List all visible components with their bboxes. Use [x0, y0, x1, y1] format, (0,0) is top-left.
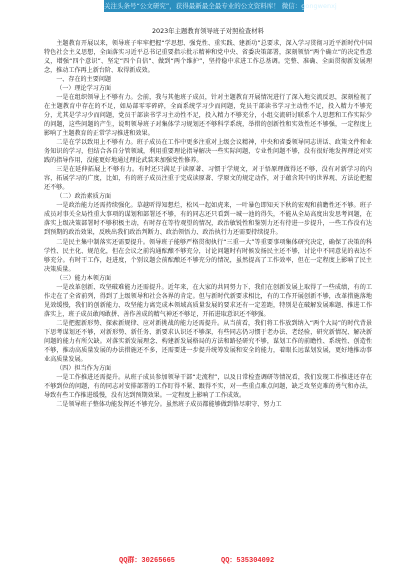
document-body [44, 27, 372, 409]
section-heading: （三）能力本领方面 [56, 274, 112, 282]
section-heading: 一、存在的主要问题 [56, 75, 112, 83]
contact-footer [0, 554, 408, 568]
body-paragraph: 一是政治能力还需持续强化。草越听得知想烂，松风一起如虎来，一叶暴色即知天下秋的宏观和前瞻性还不够。班子成员对事关全局性重大事项的谋划和部署还不够，有的同志还只看到一城一池的得失，不能从全局高度出发思考问题，在落实上级决策部署时不够积极主动，有时存在等待观望的情况，政治敏锐性和鉴别力还有待进一步提升，一些工作没有达到预期的政治效果，反映出我们政治判断力、政治领悟力、政治执行力还需要持续提升。 [44, 202, 372, 237]
body-paragraph: 三是在延伸拓展上不够有力。有时还只满足于读原著、习惯于学规文，对于悟原理做得还不够，没有对新学习的内容，拓展学习的广度，比如，有的班子成员注重于完成读原著、学原文的规定动作，对于蕴含其中的世界观、方法论把握还不够。 [44, 166, 372, 192]
body-paragraph: 一是改革创新、攻坚破难能力还需提升。近年来，在大家的共同努力下，我们在创新发展上取得了一些成绩，有的工作走在了全省前列，得到了上级领导和社会各界的肯定。但与新时代新要求相比，有的工作开展创新不够，改革措施落地见效缓慢，我们的创新能力、攻坚能力离完成本领域高质量发展的要求还有一定差距，特别是在破解发展难题、推进工作落实上，班子成员敢闯敢拼、善作善成的精气神还不够足，开拓进取意识还不够强。 [44, 283, 372, 318]
section-heading: （一）理论学习方面 [56, 84, 112, 92]
qq-group-number: QQ群：30265665 [119, 557, 176, 565]
promo-banner[interactable] [104, 0, 337, 12]
document-title: 2023年主题教育领导班子对照检查材料 [151, 27, 265, 35]
body-paragraph: 二是民主集中制落实还需要提升。领导班子能够严格贯彻执行“三重一大”等重要事项集体研究决定，确保了决策的科学性、民主化、规范化，但在会议之前沟通酝酿不够充分，讨论问题时有时候发扬民主还不够，讨论中不同意见的表达不够充分。有时干工作，赶进度，个别议题会前酝酿还不够充分的情况，虽然提高了工作效率，但在一定程度上影响了民主决策质量。 [44, 238, 372, 273]
document-blocks [44, 39, 372, 410]
promo-banner-text: 关注头条号“公文研究”，获得最新最全最专业的公文资料库！ 微信：gongwenxj [104, 2, 337, 10]
body-paragraph: 二是领导班子整体功能发挥还不够充分。虽然班子成员都能够做到恪尽职守、努力工 [56, 401, 282, 409]
qq-contact-number: QQ：535304092 [221, 557, 275, 565]
section-heading: （四）担当作为方面 [56, 365, 112, 373]
section-heading: （二）政治素质方面 [56, 193, 112, 201]
body-paragraph: 二是在学以致用上不够有力。班子成员在工作中更多注重对上级会议精神，中央和省委领导同志讲话、政策文件和业务知识的学习，但结合各自分管领域，利用重要理论指导解决一些实际问题，专业性问题不够，没有很好地发挥理论对实践的指导作用，没能更好地通过理论武装来加强党性修养。 [44, 139, 372, 165]
body-paragraph: 二是把握新形势、探索新规律、应对新挑战的能力还需提升。从当前看，我们将工作放到纳入“两个大局”的时代背景下思考谋划还不够，对新形势、新任务、新要求认识还不够深，有些同志仍习惯于老办法、老经验，研究新情况、解决新问题的能力有所欠缺。对落实新发展理念、构建新发展格局的方法和路径研究不够，谋划工作的前瞻性、系统性、创造性不够，推动高质量发展的办法措施还不多，还需要进一步提升统筹发展和安全的能力，着眼长远谋划发展，更好地推动事业高质量发展。 [44, 319, 372, 364]
body-paragraph: 一是工作推进还需提升。从班子成员参加领导干部“走流程”，以及日常检查调研等情况看，我们发现工作推进还存在不够到位的问题，有的同志对安排部署的工作盯得不紧、跟得不实，对一些重点难点问题，缺乏攻坚克难的勇气和办法，导致有些工作推进缓慢，没有达到预期效果。一定程度上影响了工作成效。 [44, 374, 372, 400]
body-paragraph: 一是在组织领导上不够有力。会前，我与其他班子成员，针对主题教育开展情况进行了深入地交流反思，深刻检视了在主题教育中存在的不足，如局部零零碎碎，全面系统学习少而问题，党员干部读书学习主动性不足，投入精力不够充分，尤其是学习少而问题，党员干部读书学习主动性不足，投入精力不够充分，小组交流研讨联系个人思想和工作实际少的问题，这些问题的产生，说明领导班子对集体学习规划还不够科学系统，举措的创新性和实效性还不够强，一定程度上影响了主题教育的正常学习推进和效果。 [44, 93, 372, 137]
body-paragraph: 主题教育开展以来，领导班子牢牢把握“学思想、强党性、重实践、建新功”总要求，深入学习贯彻习近平新时代中国特色社会主义思想，全面落实习近平总书记重要指示批示精神和党中央、省委决策部署，深刻领悟“两个确立”的决定性意义，增强“四个意识”、坚定“四个自信”、做到“两个维护”，坚持稳中求进工作总基调。完整、准确、全面贯彻新发展理念，推动工作再上新台阶、取得新成效。 [44, 39, 372, 74]
